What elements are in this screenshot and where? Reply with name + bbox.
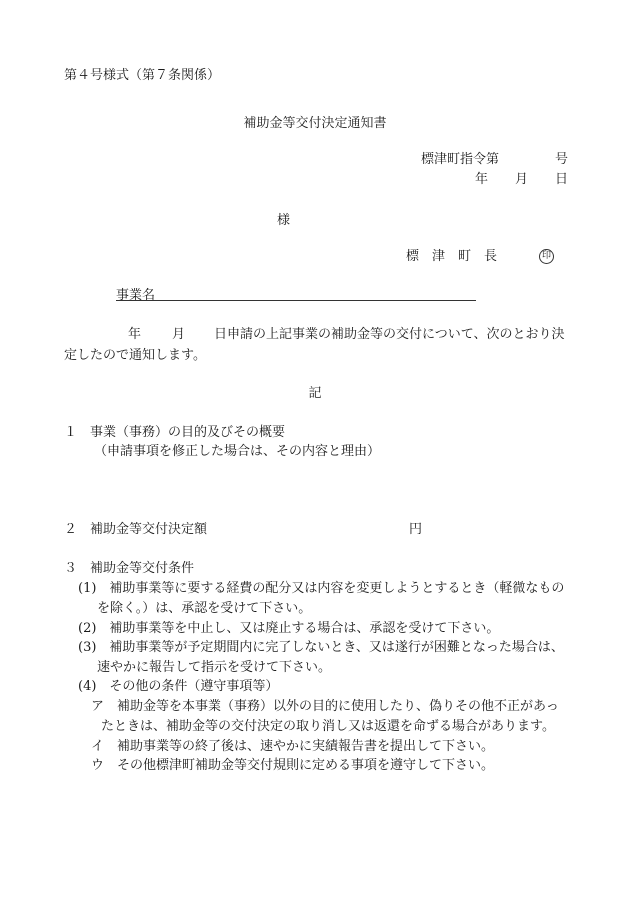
date-year-label: 年	[475, 172, 489, 187]
date-day-label: 日	[555, 172, 569, 187]
section1-title: １ 事業（事務）の目的及びその概要	[64, 425, 286, 440]
intro-year: 年	[128, 327, 142, 342]
seal-stamp-icon: 印	[539, 249, 554, 264]
condition4-a-line2: たときは、補助金等の交付決定の取り消し又は返還を命ずる場合があります。	[101, 719, 555, 734]
condition1-line1: (1) 補助事業等に要する経費の配分又は内容を変更しようとするとき（軽微なもの	[78, 581, 565, 596]
project-name-label: 事業名	[116, 288, 156, 303]
addressee-suffix: 様	[277, 213, 291, 228]
condition4-a-line1: ア 補助金等を本事業（事務）以外の目的に使用したり、偽りその他不正があっ	[91, 699, 559, 714]
section3-title: ３ 補助金等交付条件	[64, 561, 195, 576]
intro-month: 月	[172, 327, 186, 342]
condition4-u: ウ その他標津町補助金等交付規則に定める事項を遵守して下さい。	[91, 758, 495, 773]
section2-unit: 円	[409, 522, 423, 537]
seal-mark	[539, 249, 554, 265]
condition4: (4) その他の条件（遵守事項等）	[78, 679, 279, 694]
reference-number-prefix: 標津町指令第	[421, 152, 500, 167]
document-title: 補助金等交付決定通知書	[243, 116, 387, 131]
ki-heading: 記	[308, 386, 322, 401]
section1-note: （申請事項を修正した場合は、その内容と理由）	[94, 444, 381, 459]
condition4-i: イ 補助事業等の終了後は、速やかに実績報告書を提出して下さい。	[91, 739, 495, 754]
condition3-line2: 速やかに報告して指示を受けて下さい。	[97, 660, 332, 675]
condition2: (2) 補助事業等を中止し、又は廃止する場合は、承認を受けて下さい。	[78, 621, 500, 636]
intro-text-line1: 日申請の上記事業の補助金等の交付について、次のとおり決	[214, 327, 565, 342]
date-month-label: 月	[515, 172, 529, 187]
intro-text-line2: 定したので通知します。	[64, 348, 206, 363]
section2-title: ２ 補助金等交付決定額	[64, 522, 208, 537]
project-name-underline	[116, 300, 476, 301]
condition1-line2: を除く。）は、承認を受けて下さい。	[97, 601, 312, 616]
form-number-label: 第４号様式（第７条関係）	[64, 68, 221, 83]
condition3-line1: (3) 補助事業等が予定期間内に完了しないとき、又は遂行が困難となった場合は、	[78, 640, 564, 655]
sender-name: 標 津 町 長	[406, 249, 498, 264]
reference-number-suffix: 号	[555, 152, 569, 167]
